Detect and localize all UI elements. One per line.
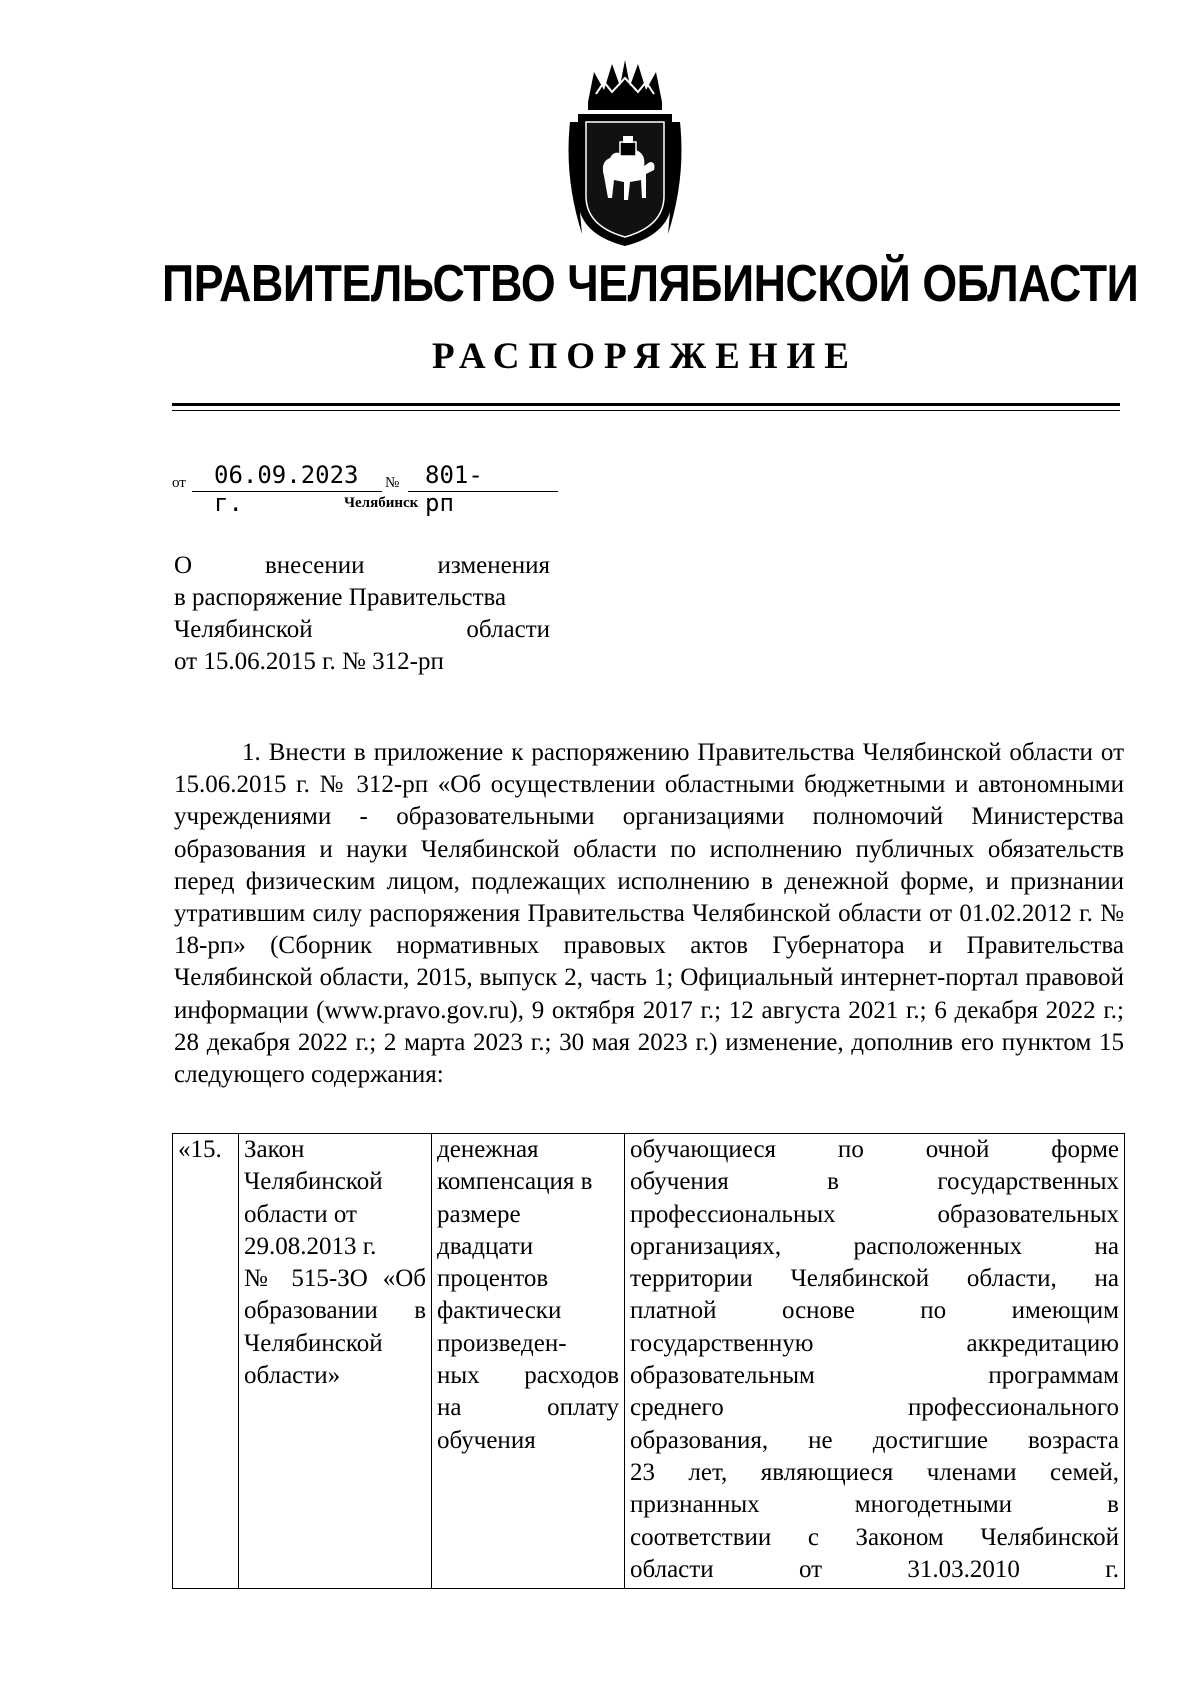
city: Челябинск (344, 495, 419, 511)
subject-line-3: Челябинской области (174, 616, 550, 643)
cell-recipients: обучающиеся по очной форме обучения в государственных профессиональных образовательных организациях, расположенных на территории Челябинской области, на платной основе по имеющим государственную аккредитацию образовательным программам среднего профессионального образования, не достигшие возраста 23 лет, являющиеся членами семей, признанных многодетными в соответствии с Законом Челябинской области от 31.03.2010 г. (625, 1134, 1125, 1589)
amendment-table (172, 1133, 1125, 1589)
government-title: ПРАВИТЕЛЬСТВО ЧЕЛЯБИНСКОЙ ОБЛАСТИ (162, 255, 1139, 313)
document-date: 06.09.2023 г. (214, 461, 359, 517)
coat-of-arms-icon (560, 58, 690, 250)
table-row (173, 1134, 1125, 1589)
document-type: РАСПОРЯЖЕНИЕ (431, 336, 858, 377)
header-rule-thin (172, 410, 1120, 411)
number-prefix: № (385, 475, 400, 491)
header-rule-thick (172, 403, 1120, 406)
cell-legal-basis: Закон Челябинской области от 29.08.2013 г. № 515-ЗО «Об образовании в Челябинской области» (239, 1134, 432, 1589)
document-subject (174, 550, 550, 678)
subject-line-2: в распоряжение Правительства (174, 584, 507, 611)
subject-line-1: О внесении изменения (174, 552, 550, 579)
cell-measure: денежная компенсация в размере двадцати процентов фактически произведен- ных расходов на оплату обучения (432, 1134, 625, 1589)
document-number: 801-рп (425, 461, 483, 517)
cell-item-number: «15. (173, 1134, 239, 1589)
date-prefix: от (172, 475, 186, 491)
subject-line-4: от 15.06.2015 г. № 312-рп (174, 648, 444, 675)
body-paragraph-1: 1. Внести в приложение к распоряжению Правительства Челябинской области от 15.06.2015 г. № 312-рп «Об осуществлении областными бюджетными и автономными учреждениями - образовательными организациями полномочий Министерства образования и науки Челябинской области по исполнению публичных обязательств перед физическим лицом, подлежащих исполнению в денежной форме, и признании утратившим силу распоряжения Правительства Челябинской области от 01.02.2012 г. № 18-рп» (Сборник нормативных правовых актов Губернатора и Правительства Челябинской области, 2015, выпуск 2, часть 1; Официальный интернет-портал правовой информации (www.pravo.gov.ru), 9 октября 2017 г.; 12 августа 2021 г.; 6 декабря 2022 г.; 28 декабря 2022 г.; 2 марта 2023 г.; 30 мая 2023 г.) изменение, дополнив его пунктом 15 следующего содержания: (174, 739, 1124, 1089)
